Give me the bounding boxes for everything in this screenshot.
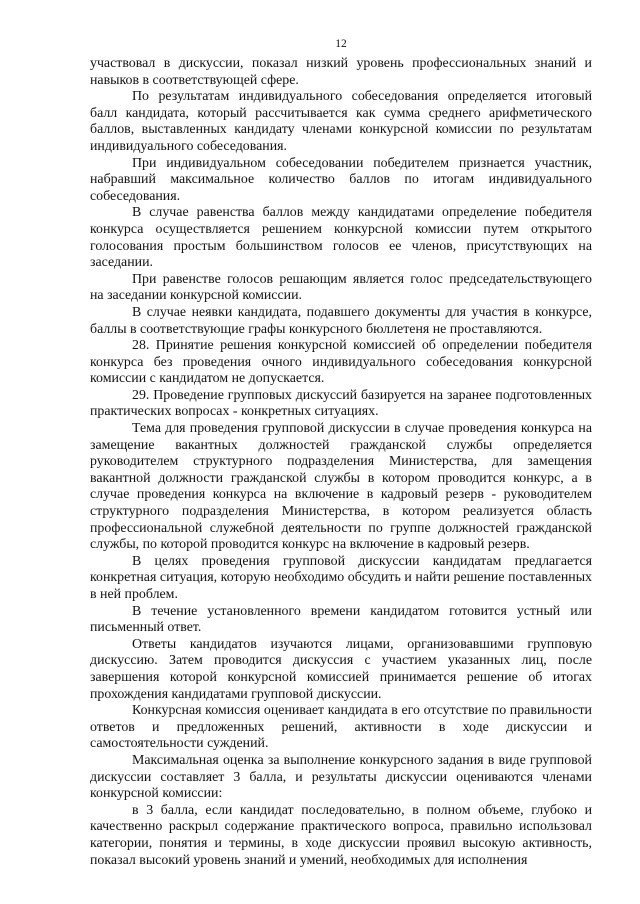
paragraph: Максимальная оценка за выполнение конкурсного задания в виде групповой дискуссии составляет 3 балла, и результаты дискуссии оцениваются членами конкурсной комиссии: (90, 752, 592, 802)
document-body (90, 56, 592, 869)
paragraph: По результатам индивидуального собеседования определяется итоговый балл кандидата, который рассчитывается как сумма среднего арифметического баллов, выставленных кандидату членами конкурсной комиссии по результатам индивидуального собеседования. (90, 89, 592, 154)
paragraph: 28. Принятие решения конкурсной комиссией об определении победителя конкурса без проведения очного индивидуального собеседования конкурсной комиссии с кандидатом не допускается. (90, 338, 592, 387)
paragraph: участвовал в дискуссии, показал низкий уровень профессиональных знаний и навыков в соответствующей сфере. (90, 56, 592, 88)
paragraph: в 3 балла, если кандидат последовательно, в полном объеме, глубоко и качественно раскрыл содержание практического вопроса, правильно использовал категории, понятия и термины, в ходе дискуссии проявил высокую активность, показал высокий уровень знаний и умений, необходимых для исполнения (90, 802, 592, 868)
paragraph: Тема для проведения групповой дискуссии в случае проведения конкурса на замещение вакантных должностей гражданской службы определяется руководителем структурного подразделения Министерства, для замещения вакантной должности гражданской службы в котором проводится конкурс, а в случае проведения конкурса на включение в кадровый резерв - руководителем структурного подразделения Министерства, в котором реализуется область профессиональной служебной деятельности по группе должностей гражданской службы, по которой проводится конкурс на включение в кадровый резерв. (90, 421, 592, 553)
paragraph: Ответы кандидатов изучаются лицами, организовавшими групповую дискуссию. Затем проводится дискуссия с участием указанных лиц, после завершения которой конкурсной комиссией принимается решение об итогах прохождения кандидатами групповой дискуссии. (90, 636, 592, 702)
paragraph: В случае равенства баллов между кандидатами определение победителя конкурса осуществляется решением конкурсной комиссии путем открытого голосования простым большинством голосов ее членов, присутствующих на заседании. (90, 205, 592, 271)
paragraph: При равенстве голосов решающим является голос председательствующего на заседании конкурсной комиссии. (90, 271, 592, 304)
paragraph: Конкурсная комиссия оценивает кандидата в его отсутствие по правильности ответов и предложенных решений, активности в ходе дискуссии и самостоятельности суждений. (90, 703, 592, 752)
paragraph: В случае неявки кандидата, подавшего документы для участия в конкурсе, баллы в соответствующие графы конкурсного бюллетеня не проставляются. (90, 304, 592, 337)
paragraph: В целях проведения групповой дискуссии кандидатам предлагается конкретная ситуация, которую необходимо обсудить и найти решение поставленных в ней проблем. (90, 553, 592, 602)
paragraph: 29. Проведение групповых дискуссий базируется на заранее подготовленных практических вопросах - конкретных ситуациях. (90, 387, 592, 420)
paragraph: При индивидуальном собеседовании победителем признается участник, набравший максимальное количество баллов по итогам индивидуального собеседования. (90, 155, 592, 204)
page-number: 12 (335, 38, 347, 50)
paragraph: В течение установленного времени кандидатом готовится устный или письменный ответ. (90, 603, 592, 636)
